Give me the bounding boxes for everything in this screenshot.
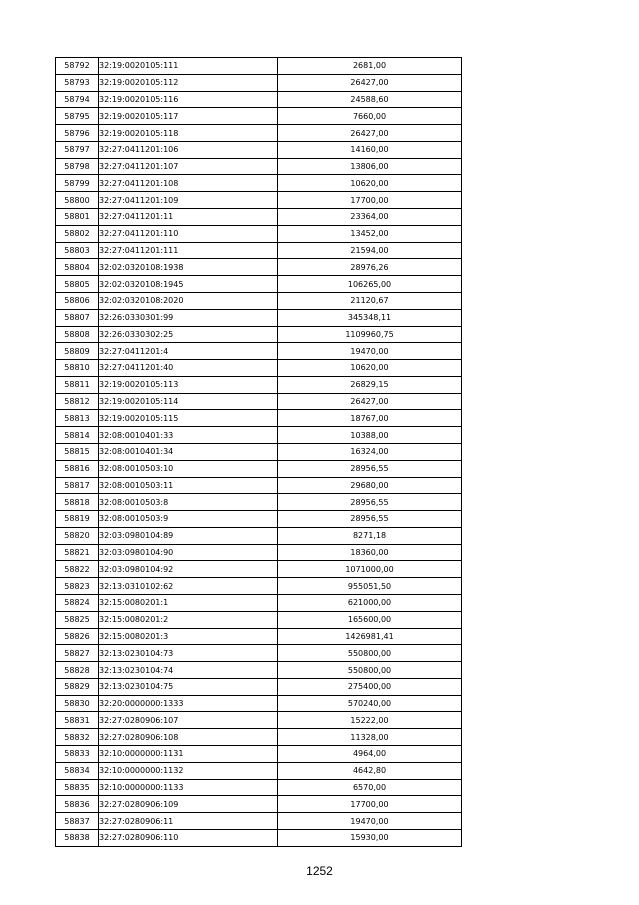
cadastral-value-cell: 550800,00	[278, 662, 462, 679]
row-number-cell: 58820	[56, 527, 99, 544]
table-row	[56, 678, 462, 695]
cadastral-number-cell: 32:27:0411201:106	[99, 141, 278, 158]
row-number-cell: 58837	[56, 813, 99, 830]
row-number-cell: 58792	[56, 58, 99, 75]
cadastral-number-cell: 32:13:0230104:75	[99, 678, 278, 695]
cadastral-number-cell: 32:03:0980104:92	[99, 561, 278, 578]
table-row	[56, 225, 462, 242]
table-row	[56, 91, 462, 108]
cadastral-number-cell: 32:19:0020105:115	[99, 410, 278, 427]
table-row	[56, 813, 462, 830]
cadastral-number-cell: 32:13:0230104:74	[99, 662, 278, 679]
row-number-cell: 58815	[56, 443, 99, 460]
table-row	[56, 762, 462, 779]
row-number-cell: 58826	[56, 628, 99, 645]
cadastral-number-cell: 32:27:0411201:11	[99, 209, 278, 226]
page-number: 1252	[306, 864, 333, 878]
table-row	[56, 578, 462, 595]
cadastral-value-cell: 7660,00	[278, 108, 462, 125]
cadastral-value-cell: 106265,00	[278, 276, 462, 293]
row-number-cell: 58813	[56, 410, 99, 427]
cadastral-value-cell: 11328,00	[278, 729, 462, 746]
row-number-cell: 58828	[56, 662, 99, 679]
cadastral-value-cell: 8271,18	[278, 527, 462, 544]
cadastral-value-cell: 955051,50	[278, 578, 462, 595]
cadastral-number-cell: 32:03:0980104:90	[99, 544, 278, 561]
row-number-cell: 58832	[56, 729, 99, 746]
row-number-cell: 58823	[56, 578, 99, 595]
table-row	[56, 712, 462, 729]
table-row	[56, 729, 462, 746]
cadastral-number-cell: 32:02:0320108:1938	[99, 259, 278, 276]
cadastral-value-cell: 21594,00	[278, 242, 462, 259]
cadastral-number-cell: 32:13:0230104:73	[99, 645, 278, 662]
cadastral-number-cell: 32:27:0280906:108	[99, 729, 278, 746]
table-row	[56, 276, 462, 293]
cadastral-number-cell: 32:19:0020105:111	[99, 58, 278, 75]
table-row	[56, 628, 462, 645]
row-number-cell: 58834	[56, 762, 99, 779]
table-row	[56, 125, 462, 142]
row-number-cell: 58799	[56, 175, 99, 192]
cadastral-number-cell: 32:02:0320108:2020	[99, 292, 278, 309]
cadastral-number-cell: 32:02:0320108:1945	[99, 276, 278, 293]
cadastral-value-cell: 15222,00	[278, 712, 462, 729]
row-number-cell: 58816	[56, 460, 99, 477]
row-number-cell: 58796	[56, 125, 99, 142]
row-number-cell: 58825	[56, 611, 99, 628]
cadastral-number-cell: 32:27:0411201:4	[99, 343, 278, 360]
row-number-cell: 58835	[56, 779, 99, 796]
row-number-cell: 58805	[56, 276, 99, 293]
row-number-cell: 58809	[56, 343, 99, 360]
cadastral-number-cell: 32:27:0280906:107	[99, 712, 278, 729]
cadastral-number-cell: 32:27:0411201:107	[99, 158, 278, 175]
table-row	[56, 192, 462, 209]
row-number-cell: 58801	[56, 209, 99, 226]
cadastral-value-cell: 165600,00	[278, 611, 462, 628]
cadastral-number-cell: 32:08:0010503:11	[99, 477, 278, 494]
cadastral-value-cell: 10388,00	[278, 427, 462, 444]
cadastral-value-cell: 13452,00	[278, 225, 462, 242]
cadastral-value-cell: 18767,00	[278, 410, 462, 427]
table-row	[56, 611, 462, 628]
cadastral-value-cell: 4964,00	[278, 746, 462, 763]
cadastral-value-cell: 26829,15	[278, 376, 462, 393]
cadastral-value-cell: 1109960,75	[278, 326, 462, 343]
table-row	[56, 292, 462, 309]
table-row	[56, 477, 462, 494]
cadastral-number-cell: 32:27:0411201:40	[99, 360, 278, 377]
row-number-cell: 58814	[56, 427, 99, 444]
cadastral-value-cell: 26427,00	[278, 125, 462, 142]
cadastral-value-cell: 17700,00	[278, 796, 462, 813]
row-number-cell: 58838	[56, 829, 99, 846]
row-number-cell: 58800	[56, 192, 99, 209]
cadastral-value-cell: 24588,60	[278, 91, 462, 108]
cadastral-value-cell: 28956,55	[278, 460, 462, 477]
table-row	[56, 360, 462, 377]
cadastral-number-cell: 32:10:0000000:1133	[99, 779, 278, 796]
row-number-cell: 58806	[56, 292, 99, 309]
table-row	[56, 544, 462, 561]
table-row	[56, 829, 462, 846]
table-row	[56, 376, 462, 393]
cadastral-number-cell: 32:10:0000000:1132	[99, 762, 278, 779]
table-row	[56, 527, 462, 544]
row-number-cell: 58804	[56, 259, 99, 276]
cadastral-number-cell: 32:08:0010401:33	[99, 427, 278, 444]
cadastral-value-cell: 10620,00	[278, 175, 462, 192]
cadastral-value-cell: 18360,00	[278, 544, 462, 561]
cadastral-number-cell: 32:19:0020105:116	[99, 91, 278, 108]
table-row	[56, 595, 462, 612]
cadastral-value-cell: 28956,55	[278, 494, 462, 511]
cadastral-value-cell: 2681,00	[278, 58, 462, 75]
cadastral-number-cell: 32:27:0411201:109	[99, 192, 278, 209]
cadastral-value-cell: 10620,00	[278, 360, 462, 377]
row-number-cell: 58798	[56, 158, 99, 175]
cadastral-number-cell: 32:27:0411201:108	[99, 175, 278, 192]
cadastral-number-cell: 32:27:0411201:110	[99, 225, 278, 242]
cadastral-value-cell: 621000,00	[278, 595, 462, 612]
cadastral-value-cell: 550800,00	[278, 645, 462, 662]
row-number-cell: 58810	[56, 360, 99, 377]
table-row	[56, 141, 462, 158]
cadastral-number-cell: 32:08:0010503:8	[99, 494, 278, 511]
cadastral-value-cell: 19470,00	[278, 813, 462, 830]
cadastral-value-cell: 1426981,41	[278, 628, 462, 645]
table-row	[56, 695, 462, 712]
row-number-cell: 58811	[56, 376, 99, 393]
row-number-cell: 58797	[56, 141, 99, 158]
row-number-cell: 58824	[56, 595, 99, 612]
cadastral-number-cell: 32:03:0980104:89	[99, 527, 278, 544]
table-row	[56, 645, 462, 662]
cadastral-number-cell: 32:27:0280906:110	[99, 829, 278, 846]
row-number-cell: 58807	[56, 309, 99, 326]
row-number-cell: 58803	[56, 242, 99, 259]
cadastral-number-cell: 32:08:0010503:10	[99, 460, 278, 477]
row-number-cell: 58830	[56, 695, 99, 712]
cadastral-value-cell: 17700,00	[278, 192, 462, 209]
cadastral-number-cell: 32:26:0330302:25	[99, 326, 278, 343]
row-number-cell: 58836	[56, 796, 99, 813]
table-row	[56, 259, 462, 276]
cadastral-number-cell: 32:08:0010503:9	[99, 511, 278, 528]
table-row	[56, 74, 462, 91]
cadastral-number-cell: 32:19:0020105:113	[99, 376, 278, 393]
row-number-cell: 58818	[56, 494, 99, 511]
cadastral-value-cell: 29680,00	[278, 477, 462, 494]
table-row	[56, 662, 462, 679]
cadastral-value-cell: 21120,67	[278, 292, 462, 309]
cadastral-value-cell: 6570,00	[278, 779, 462, 796]
row-number-cell: 58822	[56, 561, 99, 578]
cadastral-number-cell: 32:15:0080201:3	[99, 628, 278, 645]
table-row	[56, 309, 462, 326]
row-number-cell: 58819	[56, 511, 99, 528]
table-row	[56, 460, 462, 477]
cadastral-number-cell: 32:27:0280906:11	[99, 813, 278, 830]
cadastral-value-cell: 28956,55	[278, 511, 462, 528]
table-row	[56, 108, 462, 125]
row-number-cell: 58793	[56, 74, 99, 91]
cadastral-value-cell: 275400,00	[278, 678, 462, 695]
row-number-cell: 58794	[56, 91, 99, 108]
table-row	[56, 326, 462, 343]
cadastral-value-cell: 14160,00	[278, 141, 462, 158]
table-row	[56, 175, 462, 192]
cadastral-number-cell: 32:19:0020105:117	[99, 108, 278, 125]
table-row	[56, 443, 462, 460]
row-number-cell: 58795	[56, 108, 99, 125]
table-row	[56, 343, 462, 360]
cadastral-number-cell: 32:10:0000000:1131	[99, 746, 278, 763]
row-number-cell: 58827	[56, 645, 99, 662]
cadastral-value-cell: 28976,26	[278, 259, 462, 276]
table-row	[56, 779, 462, 796]
row-number-cell: 58833	[56, 746, 99, 763]
cadastral-value-table	[55, 57, 462, 847]
cadastral-number-cell: 32:20:0000000:1333	[99, 695, 278, 712]
table-row	[56, 410, 462, 427]
cadastral-value-cell: 26427,00	[278, 393, 462, 410]
table-row	[56, 511, 462, 528]
cadastral-number-cell: 32:13:0310102:62	[99, 578, 278, 595]
table-row	[56, 158, 462, 175]
row-number-cell: 58817	[56, 477, 99, 494]
table-row	[56, 494, 462, 511]
cadastral-number-cell: 32:27:0280906:109	[99, 796, 278, 813]
table-row	[56, 746, 462, 763]
table-row	[56, 393, 462, 410]
cadastral-value-cell: 570240,00	[278, 695, 462, 712]
table-row	[56, 561, 462, 578]
row-number-cell: 58829	[56, 678, 99, 695]
cadastral-value-cell: 23364,00	[278, 209, 462, 226]
cadastral-number-cell: 32:19:0020105:114	[99, 393, 278, 410]
cadastral-value-cell: 26427,00	[278, 74, 462, 91]
cadastral-number-cell: 32:27:0411201:111	[99, 242, 278, 259]
row-number-cell: 58812	[56, 393, 99, 410]
cadastral-number-cell: 32:19:0020105:112	[99, 74, 278, 91]
table-row	[56, 242, 462, 259]
table-body	[56, 58, 462, 847]
cadastral-number-cell: 32:15:0080201:2	[99, 611, 278, 628]
cadastral-value-cell: 15930,00	[278, 829, 462, 846]
cadastral-number-cell: 32:19:0020105:118	[99, 125, 278, 142]
cadastral-value-cell: 1071000,00	[278, 561, 462, 578]
cadastral-number-cell: 32:08:0010401:34	[99, 443, 278, 460]
table-row	[56, 209, 462, 226]
row-number-cell: 58821	[56, 544, 99, 561]
table-row	[56, 427, 462, 444]
cadastral-number-cell: 32:15:0080201:1	[99, 595, 278, 612]
row-number-cell: 58802	[56, 225, 99, 242]
cadastral-value-cell: 19470,00	[278, 343, 462, 360]
cadastral-value-cell: 13806,00	[278, 158, 462, 175]
row-number-cell: 58808	[56, 326, 99, 343]
cadastral-number-cell: 32:26:0330301:99	[99, 309, 278, 326]
table-row	[56, 796, 462, 813]
table-row	[56, 58, 462, 75]
cadastral-value-cell: 4642,80	[278, 762, 462, 779]
row-number-cell: 58831	[56, 712, 99, 729]
cadastral-value-cell: 16324,00	[278, 443, 462, 460]
cadastral-value-cell: 345348,11	[278, 309, 462, 326]
